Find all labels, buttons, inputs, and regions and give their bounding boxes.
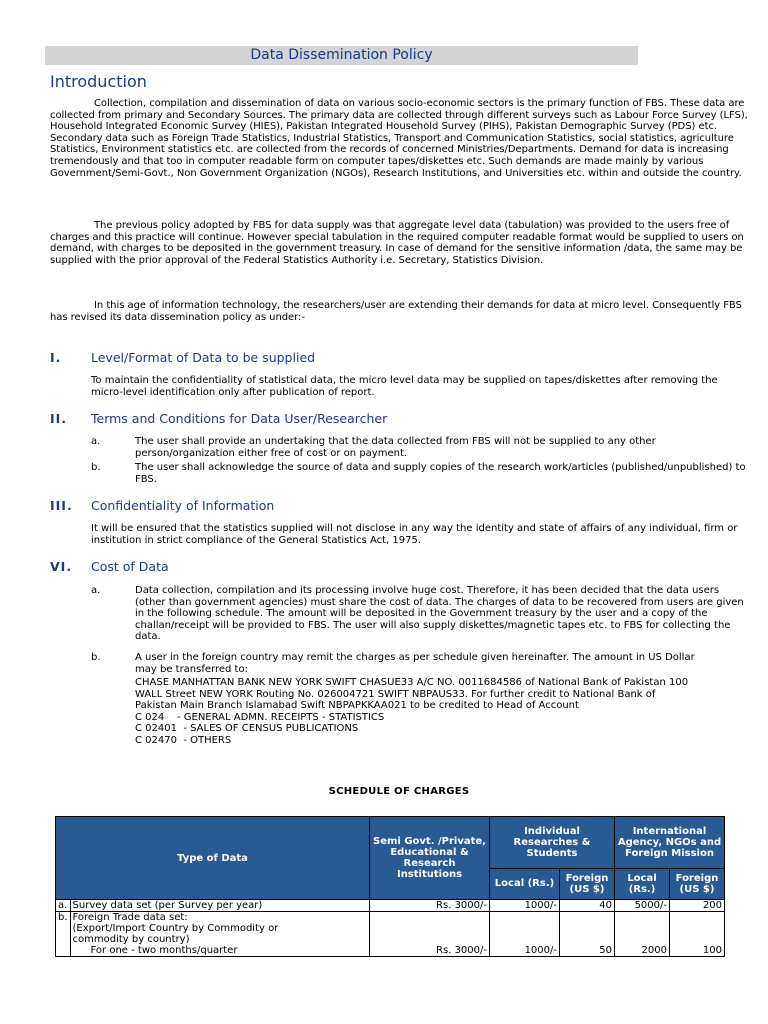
section-2-number: II. <box>50 411 68 426</box>
account-code-line: C 02470 - OTHERS <box>135 734 232 746</box>
header-semi-govt: Semi Govt. /Private, Educational & Research Institutions <box>370 817 490 900</box>
row-line: (Export/Import Country by Commodity or <box>72 923 279 934</box>
section-3-body: It will be ensured that the statistics supplied will not disclose in any way the identity and state of affairs of any individual, firm or institution in strict compliance of the General Statistics Act, 1975. <box>91 523 738 546</box>
cell-individual-foreign: 50 <box>560 912 615 957</box>
cell-international-foreign: 100 <box>670 912 725 957</box>
section-2-heading <box>50 411 387 426</box>
header-international: International Agency, NGOs and Foreign Mission <box>615 817 725 869</box>
bank-line: Pakistan Main Branch Islamabad Swift NBPAPKKAA021 to be credited to Head of Account <box>135 700 579 712</box>
row-line: For one - two months/quarter <box>90 945 238 956</box>
document-title: Data Dissemination Policy <box>45 46 638 65</box>
cell-international-local: 5000/- <box>615 900 670 912</box>
introduction-heading: Introduction <box>50 72 147 91</box>
section-2-title: Terms and Conditions for Data User/Researcher <box>91 411 388 426</box>
cell-semi-govt: Rs. 3000/- <box>370 900 490 912</box>
cell-semi-govt: Rs. 3000/- <box>370 912 490 957</box>
row-line: commodity by country) <box>72 934 190 945</box>
section-4-title: Cost of Data <box>91 559 169 574</box>
header-type-of-data: Type of Data <box>56 817 370 900</box>
list-marker: b. <box>91 652 101 663</box>
cell-international-foreign: 200 <box>670 900 725 912</box>
section-4-heading <box>50 559 169 574</box>
section-1-body: To maintain the confidentiality of statistical data, the micro level data may be supplied on tapes/diskettes after removing the micro-level identification only after publication of report. <box>91 375 718 398</box>
table-row <box>56 912 725 957</box>
list-item-text: The user shall provide an undertaking that the data collected from FBS will not be supplied to any other person/organization either free of cost or on payment. <box>135 436 656 459</box>
intro-paragraph-1: Collection, compilation and dissemination of data on various socio-economic sectors is the primary function of FBS. These data are collected from primary and Secondary Sources. The primary data are collected through different surveys such as Labour Force Survey (LFS), Household Integrated Economic Survey (HIES), Pakistan Integrated Household Survey (PIHS), Pakistan Demographic Survey (PDS) etc. Secondary data such as Foreign Trade Statistics, Industrial Statistics, Transport and Communication Statistics, social statistics, agriculture Statistics, Environment statistics etc. are collected from the records of concerned Ministries/Departments. Demand for data is increasing tremendously and that too in computer readable form on computer tapes/diskettes etc. Such demands are made mainly by various Government/Semi-Govt., Non Government Organization (NGOs), Research Institutions, and Universities etc. within and outside the country. <box>50 98 748 179</box>
header-international-local: Local (Rs.) <box>615 868 670 899</box>
header-individual-local: Local (Rs.) <box>490 868 560 899</box>
list-item-text: The user shall acknowledge the source of data and supply copies of the research work/articles (published/unpublished) to FBS. <box>135 462 746 485</box>
intro-paragraph-3: In this age of information technology, the researchers/user are extending their demands for data at micro level. Consequently FBS has revised its data dissemination policy as under:- <box>50 300 742 323</box>
bank-line: WALL Street NEW YORK Routing No. 026004721 SWIFT NBPAUS33. For further credit to National Bank of <box>135 688 656 700</box>
row-type-of-data: Survey data set (per Survey per year) <box>70 900 369 912</box>
bank-line: CHASE MANHATTAN BANK NEW YORK SWIFT CHASUE33 A/C NO. 0011684586 of National Bank of Pakistan 100 <box>135 677 689 688</box>
schedule-title: SCHEDULE OF CHARGES <box>328 786 470 797</box>
section-1-number: I. <box>50 350 62 365</box>
row-line: Foreign Trade data set: <box>72 912 188 923</box>
section-3-number: III. <box>50 498 73 513</box>
list-marker: a. <box>91 585 101 596</box>
cell-individual-foreign: 40 <box>560 900 615 912</box>
account-code-line: C 02401 - SALES OF CENSUS PUBLICATIONS <box>135 723 359 735</box>
row-marker: b. <box>56 912 71 957</box>
schedule-of-charges-table <box>55 816 725 957</box>
header-individual-foreign: Foreign (US $) <box>560 868 615 899</box>
list-item-text: A user in the foreign country may remit the charges as per schedule given hereinafter. The amount in US Dollar may be transferred to: <box>135 652 695 675</box>
bank-details-lines <box>135 677 751 747</box>
header-international-foreign: Foreign (US $) <box>670 868 725 899</box>
cell-international-local: 2000 <box>615 912 670 957</box>
row-type-of-data <box>70 912 369 957</box>
row-marker: a. <box>56 900 71 912</box>
section-1-title: Level/Format of Data to be supplied <box>91 350 316 365</box>
list-marker: a. <box>91 436 101 447</box>
section-3-heading <box>50 498 274 513</box>
cell-individual-local: 1000/- <box>490 912 560 957</box>
header-individual: Individual Researches & Students <box>490 817 615 869</box>
account-code-line: C 024 - GENERAL ADMN. RECEIPTS - STATISTICS <box>135 711 385 723</box>
intro-paragraph-2: The previous policy adopted by FBS for data supply was that aggregate level data (tabulation) was provided to the users free of charges and this practice will continue. However special tabulation in the required computer readable format would be supplied to users on demand, with charges to be deposited in the government treasury. In case of demand for the sensitive information /data, the same may be supplied with the prior approval of the Federal Statistics Authority i.e. Secretary, Statistics Division. <box>50 220 744 266</box>
section-4-number: VI. <box>50 559 73 574</box>
cell-individual-local: 1000/- <box>490 900 560 912</box>
section-1-heading <box>50 350 315 365</box>
list-item-text: Data collection, compilation and its processing involve huge cost. Therefore, it has been decided that the data users (other than government agencies) must share the cost of data. The charges of data to be recovered from users are given in the following schedule. The amount will be deposited in the Government treasury by the user and a copy of the challan/receipt will be provided to FBS. The user will also supply diskettes/magnetic tapes etc. to FBS for collecting the data. <box>135 585 744 643</box>
list-marker: b. <box>91 462 101 473</box>
section-3-title: Confidentiality of Information <box>91 498 275 513</box>
table-row <box>56 900 725 912</box>
